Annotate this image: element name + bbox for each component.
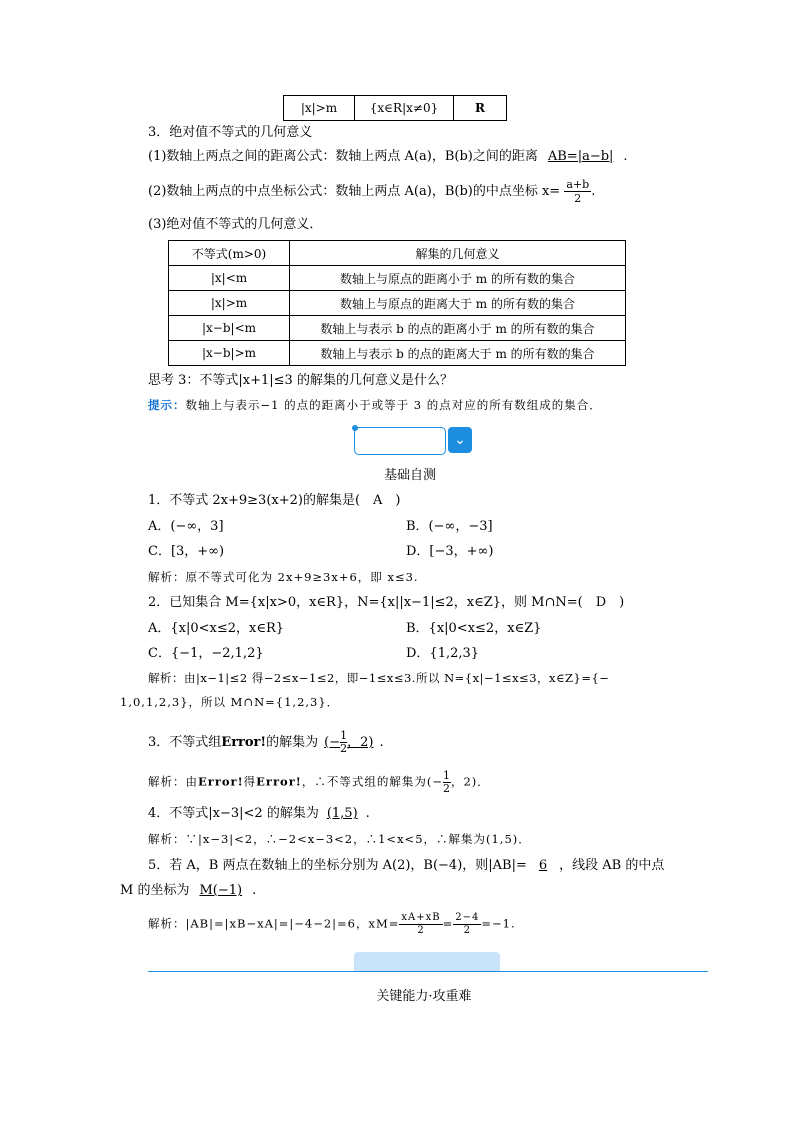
solution-text: 得 xyxy=(243,774,257,789)
option: C．{−1，−2,1,2} xyxy=(148,646,264,661)
fraction-denominator: 2 xyxy=(463,925,472,936)
top-table-cell: |x|>m xyxy=(284,96,355,121)
answer-blank: AB=|a−b| xyxy=(547,149,614,164)
geo-table xyxy=(168,240,626,366)
hint-label: 提示： xyxy=(148,398,186,412)
badge-dot-icon xyxy=(352,425,358,431)
error-text: Error! xyxy=(198,774,244,789)
section-badge xyxy=(354,427,446,455)
solution-4 xyxy=(148,831,531,847)
answer-part: ，2) xyxy=(347,735,374,750)
top-table xyxy=(283,95,507,121)
solution-label: 解析： xyxy=(148,832,186,846)
option: C．[3，+∞) xyxy=(148,544,225,559)
fraction xyxy=(453,912,481,937)
top-table-cell: {x∈R|x≠0} xyxy=(355,96,454,121)
self-test-title: 基础自测 xyxy=(383,468,436,483)
table-row xyxy=(169,291,626,316)
answer-blank: M(−1) xyxy=(199,883,243,898)
divider-tab xyxy=(354,952,500,971)
question-text: M 的坐标为 xyxy=(120,883,190,898)
answer-blank: (1,5) xyxy=(326,806,358,821)
fraction-numerator: xA+xB xyxy=(401,912,441,923)
divider xyxy=(148,971,708,972)
solution-text: 由|x−1|≤2 得−2≤x−1≤2，即−1≤x≤3.所以 N={x|−1≤x≤3，x∈Z}={− xyxy=(184,671,610,685)
error-text: Error! xyxy=(256,774,302,789)
solution-label: 解析： xyxy=(148,570,186,584)
question-text: 的解集为 xyxy=(266,735,319,750)
fraction-denominator: 2 xyxy=(574,192,582,205)
option: D．[−3，+∞) xyxy=(406,544,494,559)
solution-text: ，2)． xyxy=(450,774,490,789)
question-4: 4．不等式|x−3|<2 的解集为 (1,5) . xyxy=(148,806,370,821)
question-text: 3．不等式组 xyxy=(148,735,222,750)
question-text: ，线段 AB 的中点 xyxy=(559,858,665,873)
solution-3 xyxy=(148,770,490,795)
question-text: 4．不等式|x−3|<2 的解集为 xyxy=(148,806,319,821)
table-cell: |x−b|<m xyxy=(169,316,290,341)
option: D．{1,2,3} xyxy=(406,646,480,661)
fraction-numerator: 1 xyxy=(340,729,348,742)
answer-part: (− xyxy=(324,735,341,750)
solution-label: 解析： xyxy=(148,774,186,789)
solution-text: = xyxy=(442,916,454,931)
paragraph-2: (2)数轴上两点的中点坐标公式：数轴上两点 A(a)，B(b)的中点坐标 x= $\frac{a+b}{2}$ . xyxy=(148,178,596,205)
hint-text: 数轴上与表示−1 的点的距离小于或等于 3 的点对应的所有数组成的集合． xyxy=(185,398,602,412)
think-question: 思考 3：不等式|x+1|≤3 的解集的几何意义是什么？ xyxy=(148,373,453,388)
table-header-row xyxy=(169,241,626,266)
solution-label: 解析： xyxy=(148,916,186,931)
option: B．(−∞，−3] xyxy=(406,519,493,534)
double-chevron-down-icon: ⌄ xyxy=(448,427,472,453)
solution-text: ，∴不等式组的解集为(− xyxy=(301,774,443,789)
fraction-denominator: 2 xyxy=(442,782,451,795)
solution-5 xyxy=(148,912,516,937)
solution-text: =−1. xyxy=(481,916,516,931)
table-cell: 数轴上与原点的距离小于 m 的所有数的集合 xyxy=(290,266,626,291)
option: A．(−∞，3] xyxy=(148,519,224,534)
fraction-numerator: a+b xyxy=(566,178,590,191)
fraction xyxy=(443,770,451,795)
question-text: 5．若 A，B 两点在数轴上的坐标分别为 A(2)，B(−4)，则|AB|= xyxy=(148,858,527,873)
table-row xyxy=(169,341,626,366)
answer-blank xyxy=(318,729,379,755)
option: B．{x|0<x≤2，x∈Z} xyxy=(406,621,542,636)
table-header: 解集的几何意义 xyxy=(290,241,626,266)
fraction-numerator: 1 xyxy=(442,769,451,782)
paragraph-3: (3)绝对值不等式的几何意义． xyxy=(148,217,323,232)
table-row xyxy=(169,316,626,341)
question-5 xyxy=(148,857,664,875)
table-cell: |x|>m xyxy=(169,291,290,316)
paragraph-1-text: (1)数轴上两点之间的距离公式：数轴上两点 A(a)，B(b)之间的距离 xyxy=(148,149,538,164)
table-cell: |x|<m xyxy=(169,266,290,291)
footer-heading: 关键能力·攻重难 xyxy=(376,989,472,1004)
fraction-denominator: 2 xyxy=(417,925,425,936)
fraction xyxy=(399,912,442,937)
question-2: 2．已知集合 M={x|x>0，x∈R}，N={x||x−1|≤2，x∈Z}，则 M∩N=( D ) xyxy=(148,595,625,610)
table-cell: 数轴上与表示 b 的点的距离小于 m 的所有数的集合 xyxy=(290,316,626,341)
question-1: 1．不等式 2x+9≥3(x+2)的解集是( A ) xyxy=(148,493,401,508)
answer-blank: 6 xyxy=(538,858,548,873)
fraction-numerator: 2−4 xyxy=(455,912,480,923)
solution-2 xyxy=(148,670,609,686)
solution-2-continued: 1,0,1,2,3}，所以 M∩N={1,2,3}． xyxy=(120,695,340,709)
solution-text: |AB|=|xB−xA|=|−4−2|=6，xM= xyxy=(185,916,400,931)
question-5-line-2: M 的坐标为 M(−1) . xyxy=(120,883,257,898)
solution-text: 原不等式可化为 2x+9≥3x+6，即 x≤3. xyxy=(185,570,419,584)
hint xyxy=(148,397,602,413)
solution-1 xyxy=(148,569,419,585)
question-3: 3．不等式组Error!的解集为 (− $\frac{1}{2}$ ，2) . xyxy=(148,729,384,755)
section-title: 3．绝对值不等式的几何意义 xyxy=(148,125,313,140)
top-table-cell: R xyxy=(454,96,507,121)
solution-text: ∵|x−3|<2，∴−2<x−3<2，∴1<x<5，∴解集为(1,5)． xyxy=(185,832,531,846)
solution-label: 解析： xyxy=(148,671,184,685)
table-header: 不等式(m>0) xyxy=(169,241,290,266)
paragraph-1: (1)数轴上两点之间的距离公式：数轴上两点 A(a)，B(b)之间的距离 AB=|a−b| . xyxy=(148,149,628,164)
fraction-denominator: 2 xyxy=(340,742,348,755)
table-cell: |x−b|>m xyxy=(169,341,290,366)
error-text: Error! xyxy=(221,735,267,750)
table-cell: 数轴上与表示 b 的点的距离大于 m 的所有数的集合 xyxy=(290,341,626,366)
fraction xyxy=(564,178,591,205)
table-row xyxy=(169,266,626,291)
table-cell: 数轴上与原点的距离大于 m 的所有数的集合 xyxy=(290,291,626,316)
paragraph-2-text: (2)数轴上两点的中点坐标公式：数轴上两点 A(a)，B(b)的中点坐标 x= xyxy=(148,184,561,199)
solution-text: 由 xyxy=(185,774,198,789)
option: A．{x|0<x≤2，x∈R} xyxy=(148,621,285,636)
